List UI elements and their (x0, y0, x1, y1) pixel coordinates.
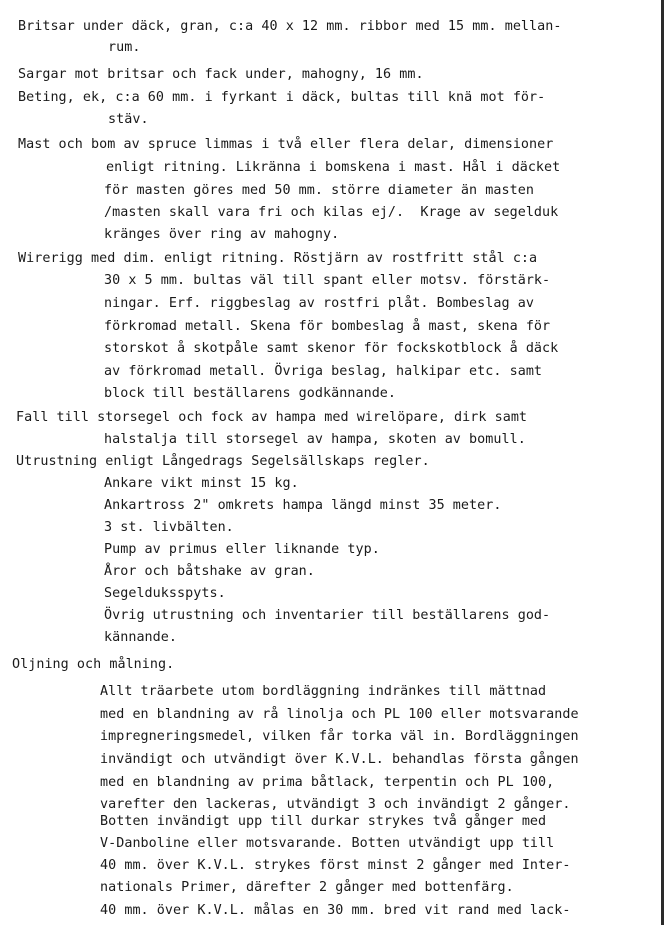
text-line: Fall till storsegel och fock av hampa med wirelöpare, dirk samt (16, 410, 528, 425)
text-line: Oljning och målning. (12, 657, 175, 672)
text-line: varefter den lackeras, utvändigt 3 och invändigt 2 gånger. (100, 797, 571, 812)
text-line: 40 mm. över K.V.L. målas en 30 mm. bred vit rand med lack- (100, 903, 571, 918)
text-line: Mast och bom av spruce limmas i två eller flera delar, dimensioner (18, 137, 554, 152)
text-line: enligt ritning. Likränna i bomskena i mast. Hål i däcket (106, 160, 561, 175)
text-line: för masten göres med 50 mm. större diameter än masten (104, 183, 534, 198)
text-line: Åror och båtshake av gran. (104, 564, 315, 579)
text-line: Britsar under däck, gran, c:a 40 x 12 mm. ribbor med 15 mm. mellan- (18, 19, 562, 34)
text-line: block till beställarens godkännande. (104, 386, 397, 401)
text-line: ningar. Erf. riggbeslag av rostfri plåt. Bombeslag av (104, 296, 534, 311)
text-line: invändigt och utvändigt över K.V.L. behandlas första gången (100, 752, 579, 767)
text-line: Utrustning enligt Långedrags Segelsällskaps regler. (16, 454, 430, 469)
text-line: halstalja till storsegel av hampa, skoten av bomull. (104, 432, 526, 447)
text-line: Ankartross 2" omkrets hampa längd minst 35 meter. (104, 498, 502, 513)
text-line: med en blandning av rå linolja och PL 100 eller motsvarande (100, 707, 579, 722)
text-line: nationals Primer, därefter 2 gånger med bottenfärg. (100, 880, 514, 895)
text-line: kännande. (104, 630, 178, 645)
text-line: Sargar mot britsar och fack under, mahogny, 16 mm. (18, 67, 424, 82)
text-line: V-Danboline eller motsvarande. Botten utvändigt upp till (100, 836, 555, 851)
text-line: 40 mm. över K.V.L. strykes först minst 2 gånger med Inter- (100, 858, 571, 873)
text-line: förkromad metall. Skena för bombeslag å mast, skena för (104, 319, 551, 334)
text-line: Pump av primus eller liknande typ. (104, 542, 380, 557)
text-line: Övrig utrustning och inventarier till beställarens god- (104, 608, 551, 623)
text-line: storskot å skotpåle samt skenor för fockskotblock å däck (104, 341, 559, 356)
text-line: rum. (108, 40, 141, 55)
text-line: Botten invändigt upp till durkar strykes två gånger med (100, 814, 547, 829)
text-line: Ankare vikt minst 15 kg. (104, 476, 299, 491)
text-line: med en blandning av prima båtlack, terpentin och PL 100, (100, 775, 555, 790)
text-line: kränges över ring av mahogny. (104, 227, 340, 242)
text-line: Segelduksspyts. (104, 586, 226, 601)
text-line: Allt träarbete utom bordläggning indränkes till mättnad (100, 684, 547, 699)
text-line: stäv. (108, 112, 149, 127)
text-line: 3 st. livbälten. (104, 520, 234, 535)
text-line: 30 x 5 mm. bultas väl till spant eller motsv. förstärk- (104, 273, 551, 288)
text-line: Beting, ek, c:a 60 mm. i fyrkant i däck, bultas till knä mot för- (18, 90, 546, 105)
text-line: Wirerigg med dim. enligt ritning. Röstjärn av rostfritt stål c:a (18, 251, 538, 266)
text-line: impregneringsmedel, vilken får torka väl in. Bordläggningen (100, 729, 579, 744)
text-line: av förkromad metall. Övriga beslag, halkipar etc. samt (104, 364, 543, 379)
text-line: /masten skall vara fri och kilas ej/. Krage av segelduk (104, 205, 559, 220)
